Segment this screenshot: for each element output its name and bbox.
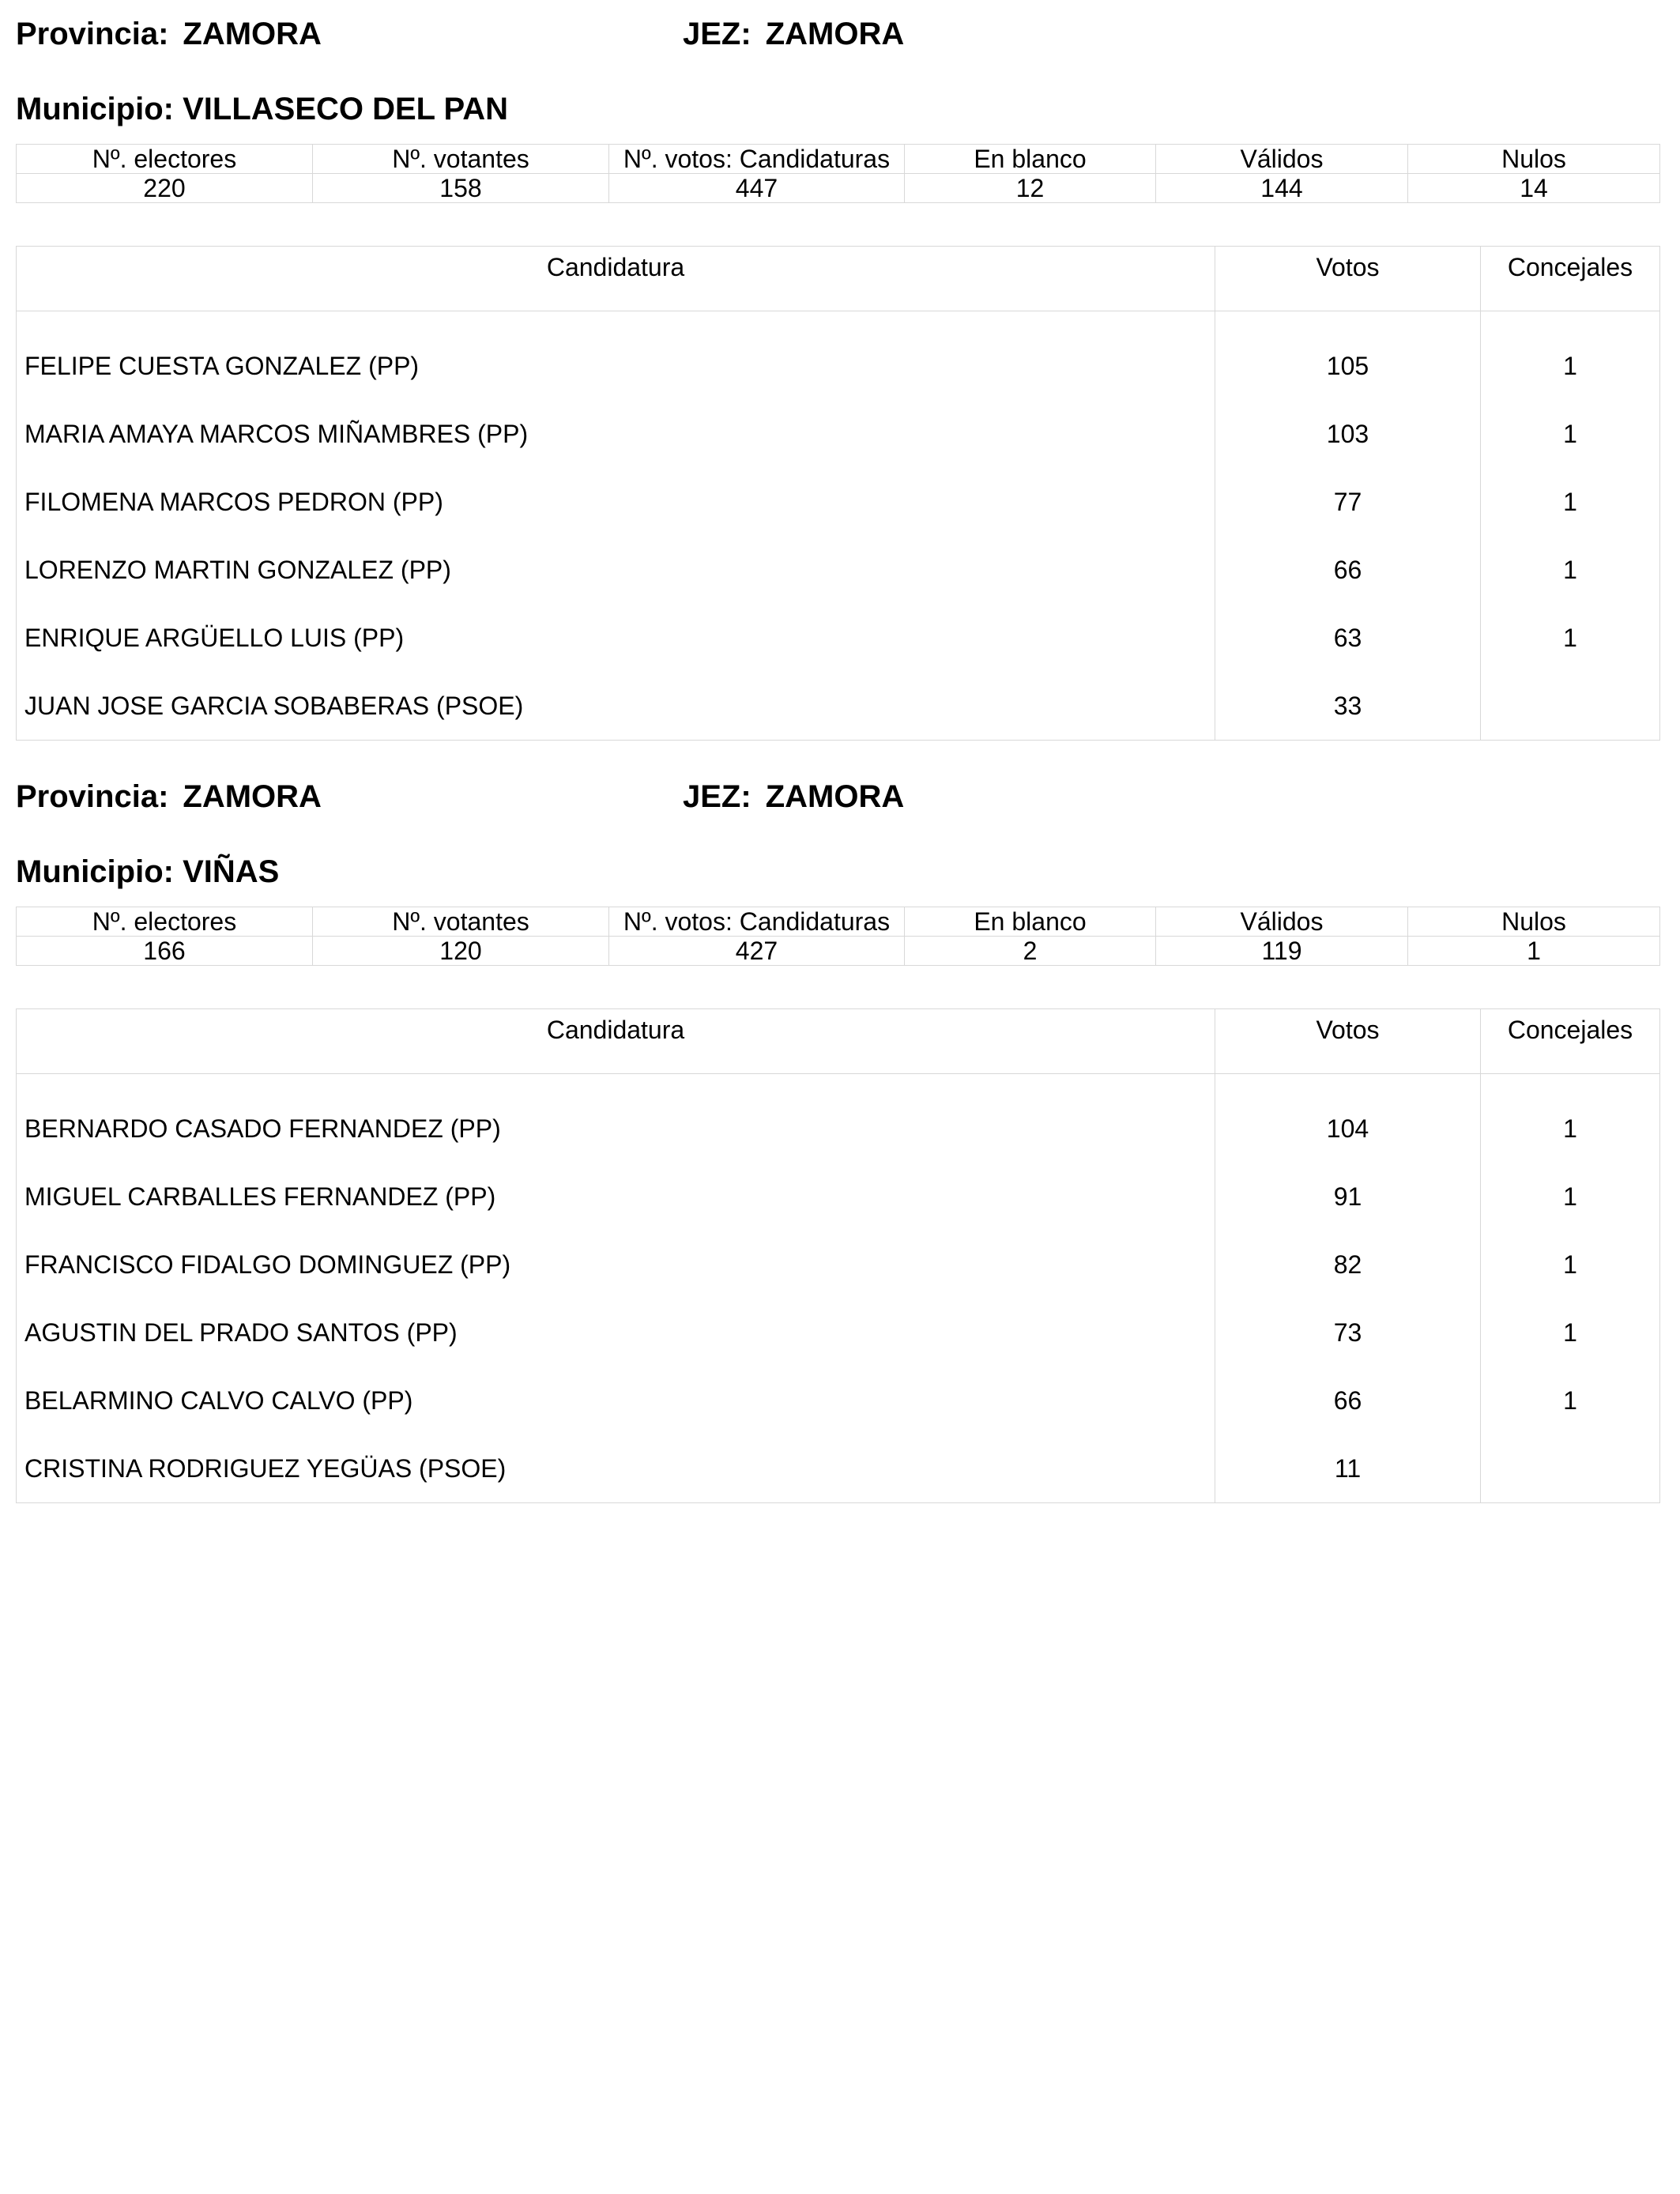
candidate-name: BERNARDO CASADO FERNANDEZ (PP): [17, 1095, 1215, 1163]
spacer-row: [17, 1074, 1660, 1095]
candidate-concejales: 1: [1563, 1250, 1577, 1279]
stats-header: En blanco: [905, 145, 1156, 174]
stats-header: Nulos: [1408, 145, 1660, 174]
provincia-label: Provincia:: [16, 779, 169, 814]
candidate-concejales: [1481, 672, 1660, 741]
jez-value: ZAMORA: [765, 779, 905, 814]
stats-header-row: [17, 145, 1660, 174]
candidate-name: MARIA AMAYA MARCOS MIÑAMBRES (PP): [17, 400, 1215, 468]
candidate-votos: 63: [1215, 604, 1481, 672]
stats-value: 14: [1408, 174, 1660, 203]
stats-value: 220: [17, 174, 313, 203]
candidates-header-row: [17, 247, 1660, 311]
candidate-votos: 91: [1215, 1163, 1481, 1231]
candidate-name: LORENZO MARTIN GONZALEZ (PP): [17, 536, 1215, 604]
candidate-votos: 66: [1215, 1367, 1481, 1434]
stats-value: 1: [1408, 937, 1660, 966]
stats-value: 120: [313, 937, 609, 966]
stats-value: 447: [609, 174, 905, 203]
candidate-concejales: 1: [1563, 1114, 1577, 1143]
jez-label: JEZ:: [683, 779, 751, 814]
stats-header: Nº. votos: Candidaturas: [609, 907, 905, 937]
provincia-label: Provincia:: [16, 17, 169, 51]
candidate-name: FELIPE CUESTA GONZALEZ (PP): [17, 332, 1215, 400]
stats-header: Nº. votantes: [313, 907, 609, 937]
candidate-concejales: 1: [1563, 1385, 1577, 1415]
spacer-row: [17, 311, 1660, 333]
candidate-row: [17, 332, 1660, 400]
stats-value: 119: [1156, 937, 1408, 966]
provincia-value: ZAMORA: [183, 779, 322, 814]
provincia-value: ZAMORA: [183, 17, 322, 51]
concejales-header: Concejales: [1481, 247, 1660, 311]
candidate-concejales: [1481, 1434, 1660, 1503]
candidate-row: [17, 1299, 1660, 1367]
candidates-table: [16, 246, 1660, 741]
candidate-votos: 82: [1215, 1231, 1481, 1299]
municipio-label: Municipio:: [16, 854, 174, 889]
provincia-heading: [16, 16, 322, 52]
stats-value: 158: [313, 174, 609, 203]
candidate-votos: 33: [1215, 672, 1481, 741]
stats-header: Nulos: [1408, 907, 1660, 937]
candidate-name: FRANCISCO FIDALGO DOMINGUEZ (PP): [17, 1231, 1215, 1299]
candidates-header-row: [17, 1009, 1660, 1074]
candidatura-header: Candidatura: [17, 247, 1215, 311]
jez-value: ZAMORA: [765, 17, 905, 51]
stats-table: [16, 907, 1660, 966]
votos-header: Votos: [1215, 1009, 1481, 1074]
candidate-name: ENRIQUE ARGÜELLO LUIS (PP): [17, 604, 1215, 672]
stats-value: 144: [1156, 174, 1408, 203]
candidate-concejales: 1: [1563, 623, 1577, 652]
candidate-name: BELARMINO CALVO CALVO (PP): [17, 1367, 1215, 1434]
stats-value-row: [17, 937, 1660, 966]
candidate-row: [17, 400, 1660, 468]
candidate-votos: 66: [1215, 536, 1481, 604]
candidate-row: [17, 536, 1660, 604]
stats-header-row: [17, 907, 1660, 937]
candidate-concejales: 1: [1563, 555, 1577, 584]
stats-header: Nº. votantes: [313, 145, 609, 174]
candidate-name: CRISTINA RODRIGUEZ YEGÜAS (PSOE): [17, 1434, 1215, 1503]
candidate-concejales: 1: [1563, 351, 1577, 380]
stats-header: Válidos: [1156, 145, 1408, 174]
stats-value: 427: [609, 937, 905, 966]
candidates-table: [16, 1008, 1660, 1503]
jez-heading: [683, 16, 904, 52]
stats-header: En blanco: [905, 907, 1156, 937]
candidate-row: [17, 1434, 1660, 1503]
votos-header: Votos: [1215, 247, 1481, 311]
candidate-row: [17, 1163, 1660, 1231]
provincia-heading: [16, 778, 322, 815]
candidate-votos: 73: [1215, 1299, 1481, 1367]
concejales-header: Concejales: [1481, 1009, 1660, 1074]
candidate-row: [17, 672, 1660, 741]
candidate-votos: 103: [1215, 400, 1481, 468]
candidate-votos: 104: [1215, 1095, 1481, 1163]
candidate-name: JUAN JOSE GARCIA SOBABERAS (PSOE): [17, 672, 1215, 741]
stats-header: Nº. votos: Candidaturas: [609, 145, 905, 174]
candidate-name: MIGUEL CARBALLES FERNANDEZ (PP): [17, 1163, 1215, 1231]
municipio-heading: [16, 91, 508, 127]
stats-value-row: [17, 174, 1660, 203]
candidate-row: [17, 1367, 1660, 1434]
municipio-value: VIÑAS: [183, 854, 280, 889]
stats-value: 12: [905, 174, 1156, 203]
stats-header: Válidos: [1156, 907, 1408, 937]
jez-heading: [683, 778, 904, 815]
candidate-concejales: 1: [1563, 1318, 1577, 1347]
municipio-value: VILLASECO DEL PAN: [183, 92, 508, 126]
municipio-heading: [16, 854, 279, 890]
stats-header: Nº. electores: [17, 907, 313, 937]
candidate-concejales: 1: [1563, 487, 1577, 516]
candidate-row: [17, 1095, 1660, 1163]
candidate-concejales: 1: [1563, 419, 1577, 448]
candidate-votos: 77: [1215, 468, 1481, 536]
candidate-row: [17, 468, 1660, 536]
candidate-row: [17, 1231, 1660, 1299]
candidate-votos: 105: [1215, 332, 1481, 400]
candidate-row: [17, 604, 1660, 672]
candidate-name: FILOMENA MARCOS PEDRON (PP): [17, 468, 1215, 536]
municipio-label: Municipio:: [16, 92, 174, 126]
stats-table: [16, 144, 1660, 203]
candidatura-header: Candidatura: [17, 1009, 1215, 1074]
candidate-name: AGUSTIN DEL PRADO SANTOS (PP): [17, 1299, 1215, 1367]
stats-value: 2: [905, 937, 1156, 966]
candidate-votos: 11: [1215, 1434, 1481, 1503]
stats-header: Nº. electores: [17, 145, 313, 174]
stats-value: 166: [17, 937, 313, 966]
jez-label: JEZ:: [683, 17, 751, 51]
candidate-concejales: 1: [1563, 1182, 1577, 1211]
